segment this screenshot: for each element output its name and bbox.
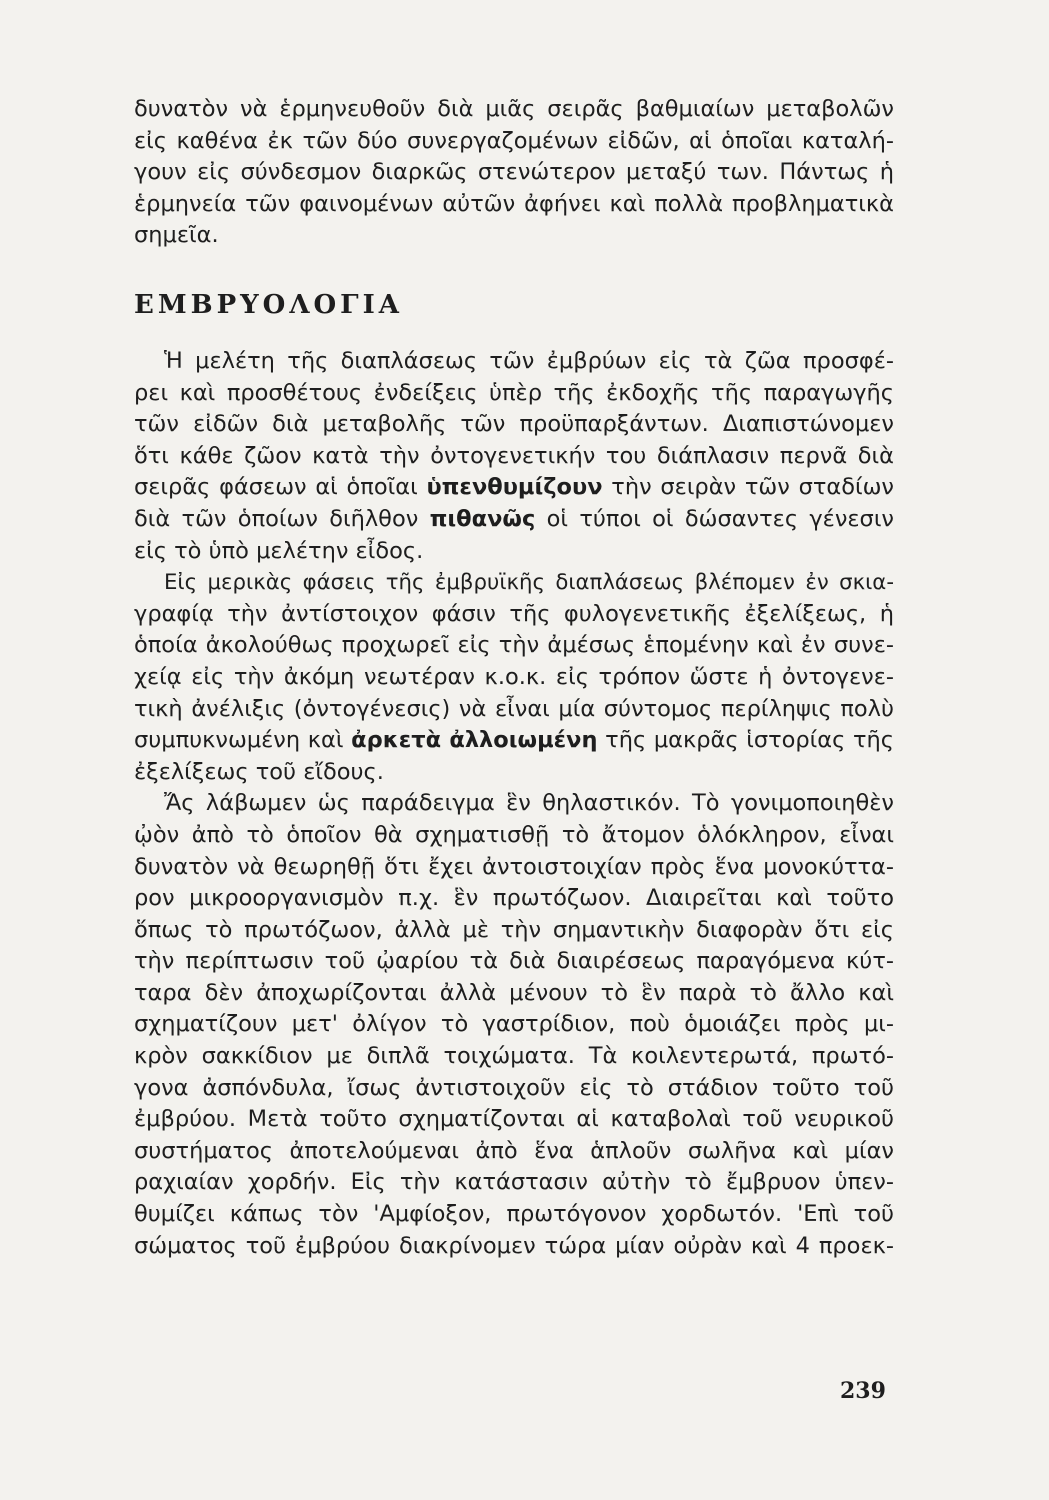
text-line: γραφίᾳ τὴν ἀντίστοιχον φάσιν τῆς φυλογενετικῆς ἐξελίξεως, ἡ	[134, 600, 894, 627]
text-line: κρὸν σακκίδιον με διπλᾶ τοιχώματα. Τὰ κοιλεντερωτά, πρωτό-	[134, 1043, 894, 1070]
text-line: ἐξελίξεως τοῦ εἴδους.	[134, 758, 384, 785]
text-run: τῆς μακρᾶς ἱστορίας τῆς	[597, 727, 894, 754]
section-body	[134, 346, 894, 1262]
text-line: εἰς τὸ ὑπὸ μελέτην εἶδος.	[134, 537, 424, 564]
bold-term: ὑπενθυμίζουν	[426, 474, 603, 501]
text-line: χείᾳ εἰς τὴν ἀκόμη νεωτέραν κ.ο.κ. εἰς τρόπον ὥστε ἡ ὀντογενε-	[134, 663, 894, 690]
text-line: ἑρμηνεία τῶν φαινομένων αὐτῶν ἀφήνει καὶ πολλὰ προβληματικὰ	[134, 190, 894, 217]
bold-term: πιθανῶς	[429, 505, 536, 532]
text-line: Ἡ μελέτη τῆς διαπλάσεως τῶν ἐμβρύων εἰς τὰ ζῶα προσφέ-	[164, 348, 894, 374]
text-line: συστήματος ἀποτελούμεναι ἀπὸ ἕνα ἁπλοῦν σωλῆνα καὶ μίαν	[134, 1137, 894, 1164]
text-line: τὴν περίπτωσιν τοῦ ᾠαρίου τὰ διὰ διαιρέσεως παραγόμενα κύτ-	[134, 948, 894, 975]
text-line: σημεῖα.	[134, 222, 219, 249]
text-line: θυμίζει κάπως τὸν 'Αμφίοξον, πρωτόγονον χορδωτόν. 'Επὶ τοῦ	[134, 1201, 894, 1228]
text-line: ὅπως τὸ πρωτόζωον, ἀλλὰ μὲ τὴν σημαντικὴν διαφορὰν ὅτι εἰς	[134, 916, 894, 943]
text-line: εἰς καθένα ἐκ τῶν δύο συνεργαζομένων εἰδῶν, αἱ ὁποῖαι καταλή-	[134, 127, 894, 154]
text-line: Ἄς λάβωμεν ὡς παράδειγμα ἓν θηλαστικόν. Τὸ γονιμοποιηθὲν	[164, 790, 894, 817]
text-run: οἱ τύποι οἱ δώσαντες γένεσιν	[535, 505, 894, 532]
text-line: Εἰς μερικὰς φάσεις τῆς ἐμβρυϊκῆς διαπλάσεως βλέπομεν ἐν σκια-	[164, 570, 894, 596]
text-line: σώματος τοῦ ἐμβρύου διακρίνομεν τώρα μίαν οὐρὰν καὶ 4 προεκ-	[134, 1232, 894, 1259]
text-line: ᾠὸν ἀπὸ τὸ ὁποῖον θὰ σχηματισθῇ τὸ ἄτομον ὁλόκληρον, εἶναι	[134, 821, 894, 848]
continuation-paragraph	[134, 94, 894, 252]
text-line: ταρα δὲν ἀποχωρίζονται ἀλλὰ μένουν τὸ ἓν παρὰ τὸ ἄλλο καὶ	[134, 979, 894, 1006]
text-line	[134, 504, 894, 536]
text-line: γονα ἀσπόνδυλα, ἴσως ἀντιστοιχοῦν εἰς τὸ στάδιον τοῦτο τοῦ	[134, 1074, 894, 1101]
page-number: 239	[840, 1378, 886, 1404]
section-heading: ΕΜΒΡΥΟΛΟΓΙΑ	[134, 290, 403, 320]
text-run: συμπυκνωμένη καὶ	[134, 727, 352, 754]
text-line: γουν εἰς σύνδεσμον διαρκῶς στενώτερον μεταξύ των. Πάντως ἡ	[134, 159, 894, 186]
text-line	[134, 725, 894, 757]
text-line: ρον μικροοργανισμὸν π.χ. ἓν πρωτόζωον. Διαιρεῖται καὶ τοῦτο	[134, 885, 894, 912]
text-line: σχηματίζουν μετ' ὀλίγον τὸ γαστρίδιον, ποὺ ὁμοιάζει πρὸς μι-	[134, 1011, 894, 1038]
text-line: τῶν εἰδῶν διὰ μεταβολῆς τῶν προϋπαρξάντων. Διαπιστώνομεν	[134, 411, 894, 438]
text-line: ἐμβρύου. Μετὰ τοῦτο σχηματίζονται αἱ καταβολαὶ τοῦ νευρικοῦ	[134, 1106, 894, 1133]
text-run: διὰ τῶν ὁποίων διῆλθον	[134, 505, 430, 532]
text-line	[134, 472, 894, 504]
text-run: τὴν σειρὰν τῶν σταδίων	[602, 474, 894, 501]
text-line: ρει καὶ προσθέτους ἐνδείξεις ὑπὲρ τῆς ἐκδοχῆς τῆς παραγωγῆς	[134, 379, 894, 406]
text-line: τικὴ ἀνέλιξις (ὀντογένεσις) νὰ εἶναι μία σύντομος περίληψις πολὺ	[134, 695, 894, 722]
bold-term: ἀρκετὰ ἀλλοιωμένη	[351, 727, 598, 754]
text-run: σειρᾶς φάσεων αἱ ὁποῖαι	[134, 474, 427, 501]
text-line: δυνατὸν νὰ θεωρηθῇ ὅτι ἔχει ἀντοιστοιχίαν πρὸς ἕνα μονοκύττα-	[134, 853, 894, 880]
text-line: ὅτι κάθε ζῶον κατὰ τὴν ὀντογενετικήν του διάπλασιν περνᾶ διὰ	[134, 442, 894, 469]
text-line: ραχιαίαν χορδήν. Εἰς τὴν κατάστασιν αὐτὴν τὸ ἔμβρυον ὑπεν-	[134, 1169, 894, 1196]
text-line: δυνατὸν νὰ ἑρμηνευθοῦν διὰ μιᾶς σειρᾶς βαθμιαίων μεταβολῶν	[134, 96, 894, 122]
text-line: ὁποία ἀκολούθως προχωρεῖ εἰς τὴν ἀμέσως ἑπομένην καὶ ἐν συνε-	[134, 632, 894, 659]
